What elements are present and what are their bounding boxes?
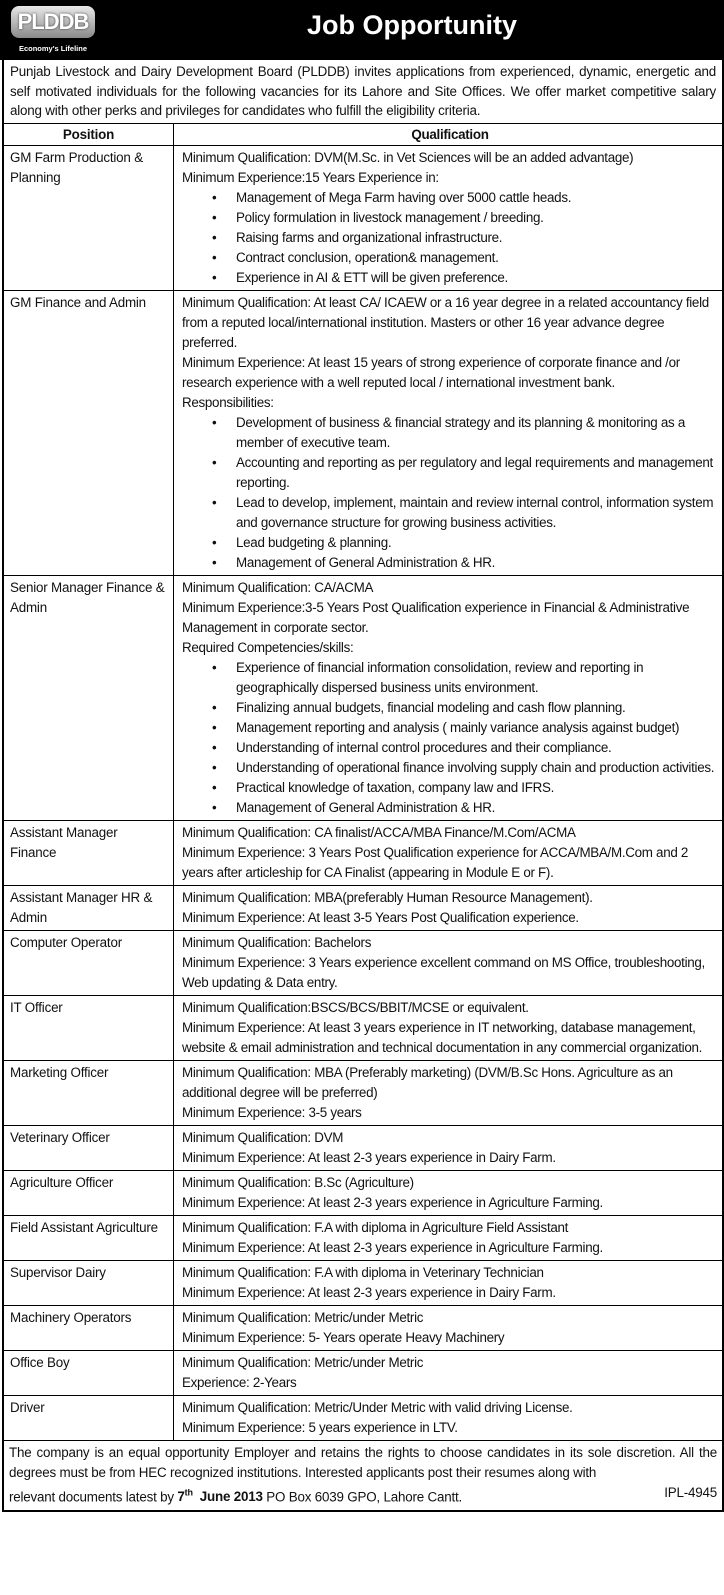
footer-deadline: relevant documents latest by 7th June 2013 PO Box 6039 GPO, Lahore Cantt. (9, 1487, 463, 1504)
qualification-cell (174, 1126, 722, 1170)
qualification-line: Minimum Qualification: B.Sc (Agriculture) (182, 1174, 414, 1190)
table-row (4, 1061, 722, 1126)
position-title: Driver (4, 1396, 174, 1440)
table-row (4, 931, 722, 996)
qualification-cell (174, 1396, 722, 1440)
bullet-item: • Raising farms and organizational infrastructure. (182, 228, 718, 248)
qualification-line: Minimum Experience: At least 3-5 Years Post Qualification experience. (182, 909, 579, 925)
qualification-line: Minimum Experience:3-5 Years Post Qualification experience in Financial & Administrative Management in corporate sector. (182, 599, 690, 635)
table-row (4, 821, 722, 886)
table-row (4, 1261, 722, 1306)
qualification-cell (174, 821, 722, 885)
position-title: Veterinary Officer (4, 1126, 174, 1170)
qualification-cell (174, 1261, 722, 1305)
qualification-cell (174, 1216, 722, 1260)
qualification-line: Minimum Experience: At least 2-3 years experience in Dairy Farm. (182, 1284, 556, 1300)
qualification-line: Minimum Experience: 5 years experience in LTV. (182, 1419, 458, 1435)
table-row (4, 1216, 722, 1261)
qualification-line: Minimum Qualification: CA finalist/ACCA/MBA Finance/M.Com/ACMA (182, 824, 576, 840)
qualification-line: Minimum Qualification: DVM(M.Sc. in Vet Sciences will be an added advantage) (182, 149, 634, 165)
qualification-line: Minimum Qualification: Metric/under Metric (182, 1354, 424, 1370)
qualification-line: Minimum Experience: At least 2-3 years experience in Agriculture Farming. (182, 1194, 603, 1210)
qualification-cell (174, 146, 722, 290)
logo-text: PLDDB (11, 6, 95, 38)
qualification-line: Minimum Qualification: DVM (182, 1129, 344, 1145)
position-title: Marketing Officer (4, 1061, 174, 1125)
qualification-cell (174, 1306, 722, 1350)
position-title: Assistant Manager HR & Admin (4, 886, 174, 930)
qualification-cell (174, 1351, 722, 1395)
header-banner (0, 0, 724, 60)
qualification-line: Minimum Qualification: F.A with diploma in Veterinary Technician (182, 1264, 544, 1280)
footer-text: The company is an equal opportunity Employer and retains the rights to choose candidates in its sole discretion. All the degrees must be from HEC recognized institutions. Interested applicants post their resumes along with (9, 1444, 717, 1480)
bullet-item: • Contract conclusion, operation& management. (182, 248, 718, 268)
bullet-item: • Understanding of operational finance involving supply chain and production activities. (182, 758, 718, 778)
position-title: IT Officer (4, 996, 174, 1060)
table-row (4, 576, 722, 821)
bullet-item: • Management reporting and analysis ( mainly variance analysis against budget) (182, 718, 718, 738)
qualification-line: Minimum Qualification: Bachelors (182, 934, 372, 950)
qualification-line: Minimum Experience: 3 Years experience excellent command on MS Office, troubleshooting, Web updating & Data entry. (182, 954, 705, 990)
table-header-row (4, 124, 722, 146)
qualification-line: Minimum Qualification: Metric/Under Metric with valid driving License. (182, 1399, 573, 1415)
bullet-item: • Lead budgeting & planning. (182, 533, 718, 553)
column-header-position: Position (4, 124, 174, 145)
qualification-line: Minimum Experience: At least 2-3 years experience in Dairy Farm. (182, 1149, 556, 1165)
page-title: Job Opportunity (307, 10, 517, 40)
position-title: Assistant Manager Finance (4, 821, 174, 885)
bullet-item: • Lead to develop, implement, maintain and review internal control, information system and governance structure for growing business activities. (182, 493, 718, 533)
qualification-cell (174, 886, 722, 930)
deadline-date: 7th June 2013 (177, 1487, 263, 1504)
bullet-item: • Understanding of internal control procedures and their compliance. (182, 738, 718, 758)
bullet-item: • Experience in AI & ETT will be given preference. (182, 268, 718, 288)
bullet-item: • Management of Mega Farm having over 5000 cattle heads. (182, 188, 718, 208)
qualification-line: Required Competencies/skills: (182, 639, 354, 655)
bullet-item: • Policy formulation in livestock management / breeding. (182, 208, 718, 228)
position-title: Senior Manager Finance & Admin (4, 576, 174, 820)
table-row (4, 1351, 722, 1396)
qualification-line: Responsibilities: (182, 394, 274, 410)
table-row (4, 291, 722, 576)
bullet-item: • Practical knowledge of taxation, company law and IFRS. (182, 778, 718, 798)
position-title: GM Farm Production & Planning (4, 146, 174, 290)
vacancies-table (2, 60, 724, 1512)
qualification-line: Minimum Experience: At least 2-3 years experience in Agriculture Farming. (182, 1239, 603, 1255)
table-row (4, 1171, 722, 1216)
bullet-item: • Experience of financial information consolidation, review and reporting in geographically dispersed business units environment. (182, 658, 718, 698)
qualification-line: Minimum Experience: 5- Years operate Heavy Machinery (182, 1329, 505, 1345)
qualification-cell (174, 1061, 722, 1125)
bullet-item: • Management of General Administration & HR. (182, 798, 718, 818)
qualification-line: Minimum Qualification: At least CA/ ICAEW or a 16 year degree in a related accountancy field from a reputed local/international institution. Masters or other 16 year advance degree preferred. (182, 294, 709, 350)
qualification-line: Minimum Qualification:BSCS/BCS/BBIT/MCSE or equivalent. (182, 999, 529, 1015)
qualification-line: Minimum Experience: At least 15 years of strong experience of corporate finance and /or research experience with a well reputed local / international investment bank. (182, 354, 680, 390)
table-row (4, 146, 722, 291)
position-title: Supervisor Dairy (4, 1261, 174, 1305)
position-title: GM Finance and Admin (4, 291, 174, 575)
position-title: Computer Operator (4, 931, 174, 995)
qualification-cell (174, 996, 722, 1060)
bullet-item: • Finalizing annual budgets, financial modeling and cash flow planning. (182, 698, 718, 718)
table-row (4, 1306, 722, 1351)
table-row (4, 886, 722, 931)
table-row (4, 996, 722, 1061)
qualification-line: Minimum Qualification: MBA(preferably Human Resource Management). (182, 889, 593, 905)
qualification-line: Minimum Experience: 3 Years Post Qualification experience for ACCA/MBA/M.Com and 2 years after articleship for CA Finalist (appearing in Module E or F). (182, 844, 689, 880)
qualification-cell (174, 931, 722, 995)
intro-paragraph: Punjab Livestock and Dairy Development Board (PLDDB) invites applications from experienced, dynamic, energetic and self motivated individuals for the following vacancies for its Lahore and Site Offices. We offer market competitive salary along with other perks and privileges for candidates who fulfill the eligibility criteria. (4, 60, 722, 124)
ad-reference: IPL-4945 (664, 1484, 717, 1500)
bullet-item: • Development of business & financial strategy and its planning & monitoring as a member of executive team. (182, 413, 718, 453)
position-title: Field Assistant Agriculture (4, 1216, 174, 1260)
column-header-qualification: Qualification (411, 126, 489, 142)
qualification-line: Minimum Qualification: MBA (Preferably marketing) (DVM/B.Sc Hons. Agriculture as an additional degree will be preferred) (182, 1064, 673, 1100)
table-row (4, 1396, 722, 1441)
qualification-line: Minimum Qualification: Metric/under Metric (182, 1309, 424, 1325)
qualification-line: Minimum Qualification: CA/ACMA (182, 579, 374, 595)
qualification-line: Experience: 2-Years (182, 1374, 297, 1390)
qualification-line: Minimum Qualification: F.A with diploma in Agriculture Field Assistant (182, 1219, 569, 1235)
qualification-cell (174, 291, 722, 575)
position-title: Office Boy (4, 1351, 174, 1395)
table-row (4, 1126, 722, 1171)
qualification-line: Minimum Experience:15 Years Experience in: (182, 169, 439, 185)
logo-tagline: Economy's Lifeline (18, 44, 88, 53)
qualification-cell (174, 576, 722, 820)
pldbb-logo (7, 4, 99, 56)
position-title: Agriculture Officer (4, 1171, 174, 1215)
qualification-line: Minimum Experience: 3-5 years (182, 1104, 362, 1120)
footer-notice (4, 1441, 722, 1510)
qualification-cell (174, 1171, 722, 1215)
qualification-line: Minimum Experience: At least 3 years experience in IT networking, database management, website & email administration and technical documentation in any commercial organization. (182, 1019, 703, 1055)
bullet-item: • Accounting and reporting as per regulatory and legal requirements and management reporting. (182, 453, 718, 493)
position-title: Machinery Operators (4, 1306, 174, 1350)
bullet-item: • Management of General Administration & HR. (182, 553, 718, 573)
